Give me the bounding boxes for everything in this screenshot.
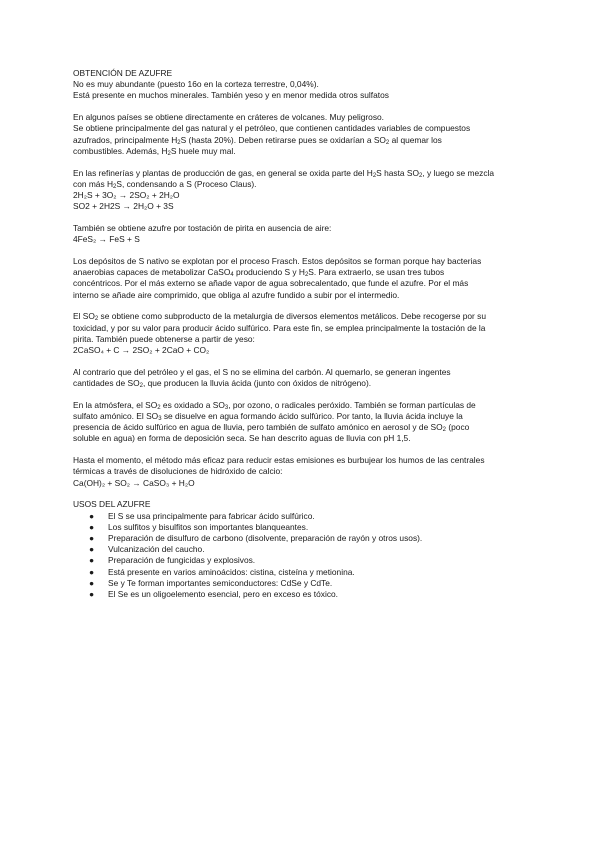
frasch-line-4: interno se añade aire comprimido, que obliga al azufre fundido a subir por el intermedio.: [73, 289, 400, 300]
claus-equation-1: 2H₂S + 3O₂ → 2SO₂ + 2H₂O: [73, 190, 180, 201]
document-page: [73, 68, 528, 600]
atmosfera-line-4: soluble en agua) en forma de deposición seca. Se han descrito aguas de lluvia con pH 1,5.: [73, 433, 411, 444]
claus-equation-2: SO2 + 2H2S → 2H₂O + 3S: [73, 201, 174, 212]
paragraph-so2: [73, 311, 528, 356]
frasch-line-3: concéntricos. Por el más externo se añade vapor de agua sobrecalentado, que funde el azufre. Por el más: [73, 278, 469, 289]
intro-line-2: Está presente en muchos minerales. También yeso y en menor medida otros sulfatos: [73, 90, 389, 101]
intro-line-1: No es muy abundante (puesto 16o en la corteza terrestre, 0,04%).: [73, 79, 319, 90]
pirita-line-1: También se obtiene azufre por tostación de pirita en ausencia de aire:: [73, 223, 332, 234]
list-item: ● Vulcanización del caucho.: [89, 544, 205, 555]
list-item: ● Preparación de disulfuro de carbono (disolvente, preparación de rayón y otros usos).: [89, 533, 423, 544]
so2-line-2: toxicidad, y por su valor para producir ácido sulfúrico. Para este fin, se emplea principalmente la tostación de la: [73, 322, 486, 333]
volcanes-line-2: Se obtiene principalmente del gas natural y el petróleo, que contienen cantidades variables de compuestos: [73, 123, 471, 134]
volcanes-line-3: azufrados, principalmente $H_2S$ (hasta 20%). Deben retirarse pues se oxidarían a $SO_2$ al quemar los: [73, 134, 442, 146]
paragraph-pirita: [73, 223, 528, 245]
carbon-line-1: Al contrario que del petróleo y el gas, el S no se elimina del carbón. Al quemarlo, se generan ingentes: [73, 366, 451, 377]
paragraph-frasch: [73, 256, 528, 301]
atmosfera-line-1: En la atmósfera, el $SO_2$ es oxidado a $SO_3$, por ozono, o radicales peróxido. También se forman partículas de: [73, 399, 476, 411]
paragraph-atmosfera: [73, 400, 528, 445]
list-item: ● Se y Te forman importantes semiconductores: CdSe y CdTe.: [89, 577, 333, 588]
paragraph-volcanes: [73, 112, 528, 157]
paragraph-claus: [73, 168, 528, 213]
list-item: ● Los sulfitos y bisulfitos son importantes blanqueantes.: [89, 521, 309, 532]
paragraph-metodo: [73, 455, 528, 489]
metodo-line-1: Hasta el momento, el método más eficaz para reducir estas emisiones es burbujear los humos de las centrales: [73, 455, 485, 466]
heading-usos: USOS DEL AZUFRE: [73, 499, 151, 510]
bullet-icon: ●: [89, 577, 95, 588]
bullet-icon: ●: [89, 521, 95, 532]
so2-line-1: El $SO_2$ se obtiene como subproducto de la metalurgia de diversos elementos metálicos. Debe recogerse por su: [73, 311, 487, 323]
metodo-line-2: térmicas a través de disoluciones de hidróxido de calcio:: [73, 466, 283, 477]
list-item: ● Está presente en varios aminoácidos: cistina, cisteína y metionina.: [89, 566, 355, 577]
so2-equation: 2CaSO₄ + C → 2SO₂ + 2CaO + CO₂: [73, 345, 210, 356]
uses-section: [73, 499, 528, 600]
paragraph-carbon: [73, 367, 528, 389]
frasch-line-2: anaerobias capaces de metabolizar CaSO$_4$ produciendo S y $H_2S$. Para extraerlo, se usan tres tubos: [73, 267, 445, 279]
frasch-line-1: Los depósitos de S nativo se explotan por el proceso Frasch. Estos depósitos se forman porque hay bacterias: [73, 256, 482, 267]
bullet-icon: ●: [89, 566, 95, 577]
claus-line-1: En las refinerías y plantas de producción de gas, en general se oxida parte del $H_2S$ hasta $SO_2$, y luego se mezcla: [73, 167, 495, 179]
volcanes-line-4: combustibles. Además, $H_2S$ huele muy mal.: [73, 145, 236, 157]
bullet-icon: ●: [89, 589, 95, 600]
claus-line-2: con más $H_2S$, condensando a S (Proceso Claus).: [73, 178, 257, 190]
intro-section: [73, 68, 528, 102]
list-item: ● El S se usa principalmente para fabricar ácido sulfúrico.: [89, 510, 315, 521]
bullet-icon: ●: [89, 533, 95, 544]
list-item: ● El Se es un oligoelemento esencial, pero en exceso es tóxico.: [89, 589, 338, 600]
bullet-icon: ●: [89, 510, 95, 521]
bullet-icon: ●: [89, 544, 95, 555]
bullet-icon: ●: [89, 555, 95, 566]
uses-list: [73, 511, 528, 601]
so2-line-3: pirita. También puede obtenerse a partir de yeso:: [73, 333, 255, 344]
list-item: ● Preparación de fungicidas y explosivos.: [89, 555, 256, 566]
volcanes-line-1: En algunos países se obtiene directamente en cráteres de volcanes. Muy peligroso.: [73, 112, 384, 123]
atmosfera-line-2: sulfato amónico. El $SO_3$ se disuelve en agua formando ácido sulfúrico. Por tanto, la lluvia ácida incluye la: [73, 411, 463, 423]
metodo-equation: Ca(OH)₂ + SO₂ → CaSO₃ + H₂O: [73, 477, 195, 488]
pirita-equation: 4FeS₂ → FeS + S: [73, 234, 140, 245]
heading-obtencion: OBTENCIÓN DE AZUFRE: [73, 68, 173, 78]
atmosfera-line-3: presencia de ácido sulfúrico en agua de lluvia, pero también de sulfato amónico en aerosol y de $SO_2$ (poco: [73, 422, 470, 434]
carbon-line-2: cantidades de $SO_2$, que producen la lluvia ácida (junto con óxidos de nitrógeno).: [73, 378, 372, 390]
